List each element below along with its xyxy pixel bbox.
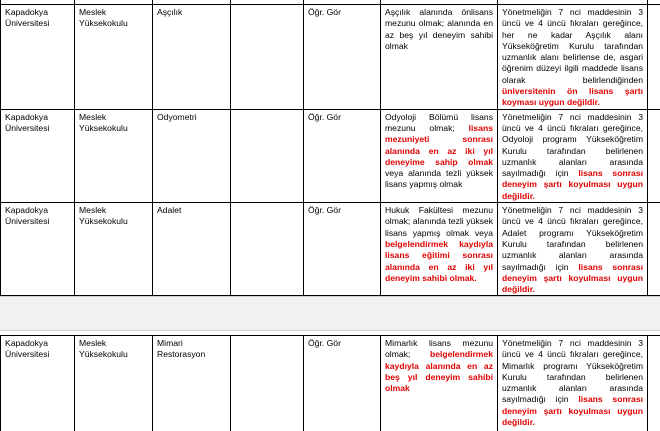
blank-cell: [231, 336, 304, 431]
condition-text: Odyoloji Bölümü lisans mezunu olmak;: [385, 111, 493, 133]
blank-cell: [231, 5, 304, 110]
condition-text: Hukuk Fakültesi mezunu olmak; alanında tezli yüksek lisans yapmış olmak veya: [385, 205, 493, 238]
extra-cell: [648, 5, 660, 110]
blank-cell: [231, 109, 304, 202]
condition-cell: [381, 336, 498, 431]
explanation-cell: [498, 109, 648, 202]
explanation-text: Yönetmeliğin 7 nci maddesinin 3 üncü ve 4 üncü fıkraları gereğince, Adalet programı Yükseköğretim Kurulu tarafından belirlenen uzmanlık alanları arasında sayılmadığı için: [502, 205, 643, 272]
unit-cell: Meslek Yüksekokulu: [75, 203, 153, 296]
condition-highlight: belgelendirmek kaydıyla lisans eğitimi sonrası alanında en az iki yıl deneyim sahibi olmak.: [385, 238, 493, 283]
condition-text: Mimarlık lisans mezunu olmak;: [385, 338, 493, 360]
blank-cell: [231, 203, 304, 296]
condition-text: Aşçılık alanında önlisans mezunu olmak; alanında en az beş yıl deneyim sahibi olmak: [385, 7, 493, 51]
explanation-highlight: lisans sonrası deneyim şartı koyulması uygun değildir.: [502, 168, 643, 201]
explanation-text: Yönetmeliğin 7 nci maddesinin 3 üncü ve 4 üncü fıkraları gereğince, her ne kadar Aşçılık alanı Yükseköğretim Kurulu tarafından uzmanlık alanı belirlense de, asgari öğrenim düzeyi ilgili maddede lisans olarak belirlendiğinden: [502, 7, 643, 85]
program-cell: Mimari Restorasyon: [153, 336, 231, 431]
table-row: [1, 109, 660, 202]
table-row: [1, 5, 660, 110]
explanation-cell: [498, 5, 648, 110]
extra-cell: [648, 203, 660, 296]
explanation-text: Yönetmeliğin 7 nci maddesinin 3 üncü ve 4 üncü fıkraları gereğince, Mimarlık programı Yükseköğretim Kurulu tarafından belirlenen uzmanlık alanları arasında sayılmadığı için: [502, 338, 643, 405]
program-cell: Adalet: [153, 203, 231, 296]
explanation-highlight: lisans sonrası deneyim şartı koyulması uygun değildir.: [502, 394, 643, 428]
program-cell: Aşçılık: [153, 5, 231, 110]
university-cell: Kapadokya Üniversitesi: [1, 109, 75, 202]
unit-cell: Meslek Yüksekokulu: [75, 336, 153, 431]
page-separator: [0, 296, 660, 331]
unit-cell: Meslek Yüksekokulu: [75, 5, 153, 110]
condition-cell: [381, 109, 498, 202]
positions-table-page-2: [0, 335, 660, 431]
explanation-cell: [498, 336, 648, 431]
unit-cell: Meslek Yüksekokulu: [75, 109, 153, 202]
title-cell: Öğr. Gör: [304, 336, 381, 431]
condition-cell: [381, 5, 498, 110]
extra-cell: [648, 109, 660, 202]
extra-cell: [648, 336, 660, 431]
title-cell: Öğr. Gör: [304, 203, 381, 296]
program-cell: Odyometri: [153, 109, 231, 202]
condition-text: veya alanında tezli yüksek lisans yapmış olmak: [385, 168, 493, 190]
continued-red-text: [381, 0, 497, 1]
condition-highlight: belgelendirmek kaydıyla alanında en az beş yıl deneyim sahibi olmak: [385, 349, 493, 394]
university-cell: Kapadokya Üniversitesi: [1, 203, 75, 296]
table-body-page-1: [1, 0, 660, 296]
condition-cell: [381, 203, 498, 296]
explanation-cell: [498, 203, 648, 296]
document-page-2: [0, 331, 660, 431]
explanation-highlight: lisans sonrası deneyim şartı koyulması uygun değildir.: [502, 261, 643, 295]
university-cell: Kapadokya Üniversitesi: [1, 5, 75, 110]
table-row: [1, 203, 660, 296]
title-cell: Öğr. Gör: [304, 5, 381, 110]
explanation-text: Yönetmeliğin 7 nci maddesinin 3 üncü ve 4 üncü fıkraları gereğince, Odyoloji programı Yükseköğretim Kurulu tarafından belirlenen uzmanlık alanları arasında sayılmadığı için: [502, 111, 643, 179]
university-cell: Kapadokya Üniversitesi: [1, 336, 75, 431]
title-cell: Öğr. Gör: [304, 109, 381, 202]
table-body-page-2: [1, 336, 660, 431]
explanation-highlight: üniversitenin ön lisans şartı koyması uygun değildir.: [502, 86, 643, 108]
condition-highlight: lisans mezuniyeti sonrası alanında en az iki yıl deneyime sahip olmak: [385, 122, 493, 167]
table-row: [1, 336, 660, 431]
